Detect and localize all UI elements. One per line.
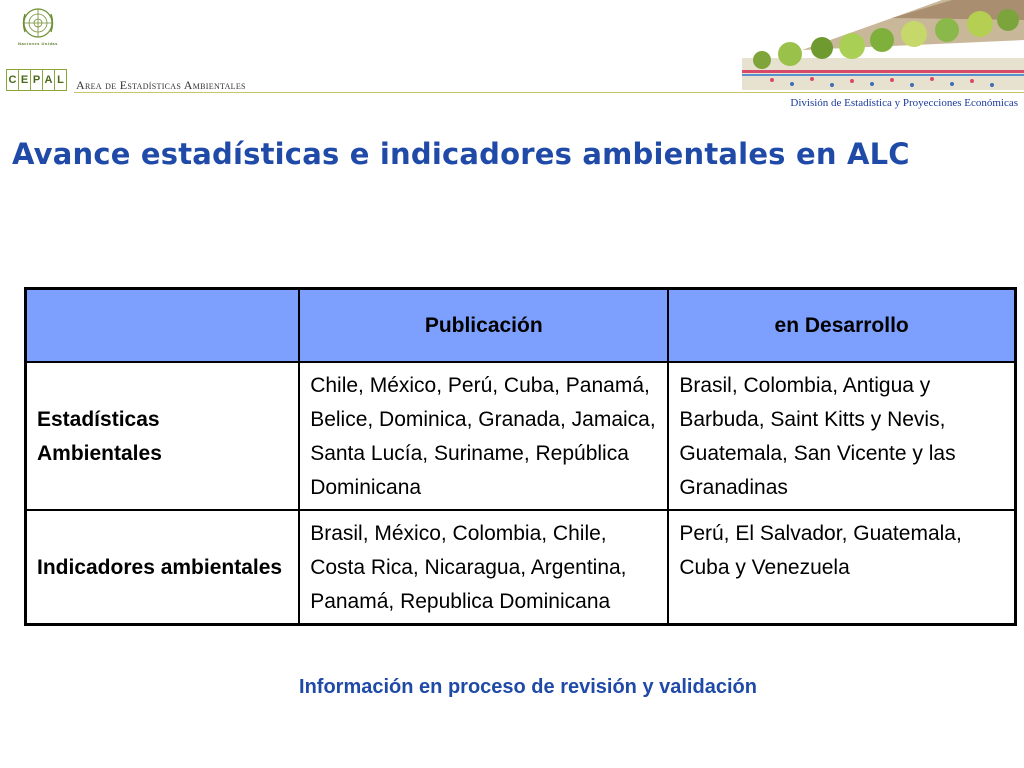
table-row (26, 510, 1016, 625)
un-globe-icon (21, 6, 55, 40)
header-banner-image (742, 0, 1024, 90)
cell-publicacion: Brasil, México, Colombia, Chile, Costa Rica, Nicaragua, Argentina, Panamá, Republica Dominicana (299, 510, 668, 625)
cell-desarrollo: Brasil, Colombia, Antigua y Barbuda, Saint Kitts y Nevis, Guatemala, San Vicente y las Granadinas (668, 362, 1015, 510)
cepal-letter: E (19, 70, 31, 90)
division-label: División de Estadística y Proyecciones Económicas (790, 97, 1018, 109)
cepal-letter: C (7, 70, 19, 90)
footnote: Información en proceso de revisión y validación (299, 676, 757, 698)
page-title: Avance estadísticas e indicadores ambientales en ALC (12, 137, 910, 171)
un-caption: Naciones Unidas (18, 41, 58, 46)
cell-publicacion: Chile, México, Perú, Cuba, Panamá, Belice, Dominica, Granada, Jamaica, Santa Lucía, Suriname, República Dominicana (299, 362, 668, 510)
cepal-header (6, 66, 246, 93)
header-cell-empty (26, 289, 300, 363)
header-divider (74, 92, 1024, 93)
un-emblem-logo (10, 6, 66, 46)
row-label-estadisticas: Estadísticas Ambientales (26, 362, 300, 510)
cepal-logo (6, 69, 67, 91)
cell-desarrollo: Perú, El Salvador, Guatemala, Cuba y Venezuela (668, 510, 1015, 625)
cepal-letter: P (31, 70, 43, 90)
header-cell-desarrollo: en Desarrollo (668, 289, 1015, 363)
area-label: Area de Estadísticas Ambientales (76, 78, 246, 92)
table-header-row (26, 289, 1016, 363)
progress-table (24, 287, 1017, 626)
table-row (26, 362, 1016, 510)
header-cell-publicacion: Publicación (299, 289, 668, 363)
cepal-letter: A (43, 70, 55, 90)
cepal-letter: L (57, 73, 64, 86)
row-label-indicadores: Indicadores ambientales (26, 510, 300, 625)
